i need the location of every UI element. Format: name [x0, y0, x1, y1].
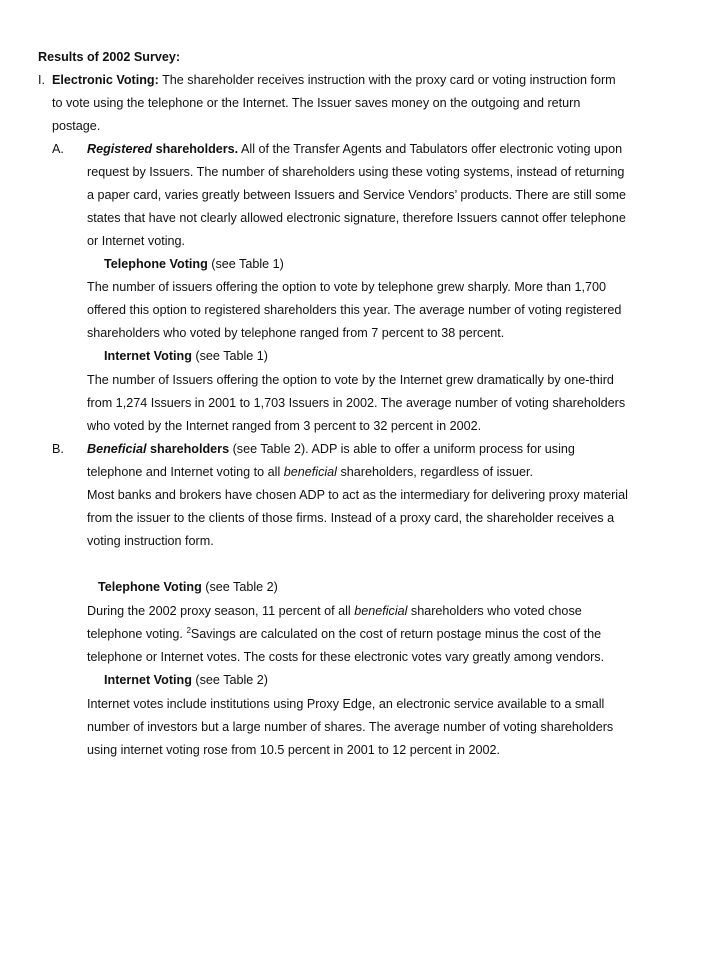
- page-heading: Results of 2002 Survey:: [38, 50, 181, 64]
- footnote-marker: 2: [186, 626, 191, 635]
- section-a-line-5: or Internet voting.: [87, 234, 186, 248]
- section-1-number: I.: [38, 73, 45, 87]
- section-a-line-4: states that have not clearly allowed electronic signature, therefore Issuers cannot offer telephone: [87, 211, 626, 225]
- section-b-title: shareholders: [146, 442, 230, 456]
- section-a-line-2: request by Issuers. The number of shareholders using these voting systems, instead of returning: [87, 165, 625, 179]
- section-a-internet-line-3: who voted by the Internet ranged from 3 percent to 32 percent in 2002.: [87, 419, 482, 433]
- section-b-line-2: telephone and Internet voting to all beneficial shareholders, regardless of issuer.: [87, 465, 533, 479]
- section-1-text: The shareholder receives instruction with the proxy card or voting instruction form: [158, 73, 616, 87]
- section-b-telephone-line-2: telephone voting. $^2$Savings are calculated on the cost of return postage minus the cost of the: [87, 626, 602, 641]
- section-a-telephone-heading: Telephone Voting (see Table 1): [104, 257, 284, 271]
- section-a-line-1: [87, 141, 622, 157]
- section-a-text: All of the Transfer Agents and Tabulators offer electronic voting upon: [238, 142, 623, 156]
- section-a-line-3: a paper card, varies greatly between Issuers and Service Vendors’ products. There are still some: [87, 188, 627, 202]
- section-b-internet-line-1: Internet votes include institutions using Proxy Edge, an electronic service available to a small: [87, 697, 605, 711]
- section-a-telephone-line-2: offered this option to registered shareholders this year. The average number of voting registered: [87, 303, 622, 317]
- section-a-internet-line-2: from 1,274 Issuers in 2001 to 1,703 Issuers in 2002. The average number of voting shareholders: [87, 396, 626, 410]
- section-a-label: A.: [52, 142, 64, 156]
- section-a-telephone-line-3: shareholders who voted by telephone ranged from 7 percent to 38 percent.: [87, 326, 505, 340]
- section-1-title: Electronic Voting:: [52, 73, 159, 87]
- section-1-line-2: to vote using the telephone or the Internet. The Issuer saves money on the outgoing and return: [52, 96, 581, 110]
- section-b-internet-line-3: using internet voting rose from 10.5 percent in 2001 to 12 percent in 2002.: [87, 743, 501, 757]
- section-b-telephone-line-1: During the 2002 proxy season, 11 percent of all beneficial shareholders who voted chose: [87, 604, 582, 618]
- section-b-title-italic: Beneficial: [87, 442, 147, 456]
- section-b-line-5: voting instruction form.: [87, 534, 214, 548]
- section-b-line-4: from the issuer to the clients of those firms. Instead of a proxy card, the shareholder receives a: [87, 511, 615, 525]
- section-b-telephone-heading: Telephone Voting (see Table 2): [98, 580, 278, 594]
- section-a-telephone-line-1: The number of issuers offering the option to vote by telephone grew sharply. More than 1,700: [87, 280, 606, 294]
- section-b-internet-line-2: number of investors but a large number of shares. The average number of voting shareholders: [87, 720, 614, 734]
- section-1-line-3: postage.: [52, 119, 101, 133]
- section-a-title: shareholders.: [152, 142, 239, 156]
- section-b-line-1: Beneficial shareholders (see Table 2). ADP is able to offer a uniform process for using: [87, 442, 575, 456]
- section-1-line-1: [52, 72, 616, 88]
- section-b-internet-heading: Internet Voting (see Table 2): [104, 673, 268, 687]
- section-a-internet-line-1: The number of Issuers offering the option to vote by the Internet grew dramatically by one-third: [87, 373, 614, 387]
- section-b-label: B.: [52, 442, 64, 456]
- section-b-line-3: Most banks and brokers have chosen ADP to act as the intermediary for delivering proxy material: [87, 488, 628, 502]
- section-b-telephone-line-3: telephone or Internet votes. The costs for these electronic votes vary greatly among vendors.: [87, 650, 605, 664]
- section-a-title-italic: Registered: [87, 142, 153, 156]
- section-a-internet-heading: Internet Voting (see Table 1): [104, 349, 268, 363]
